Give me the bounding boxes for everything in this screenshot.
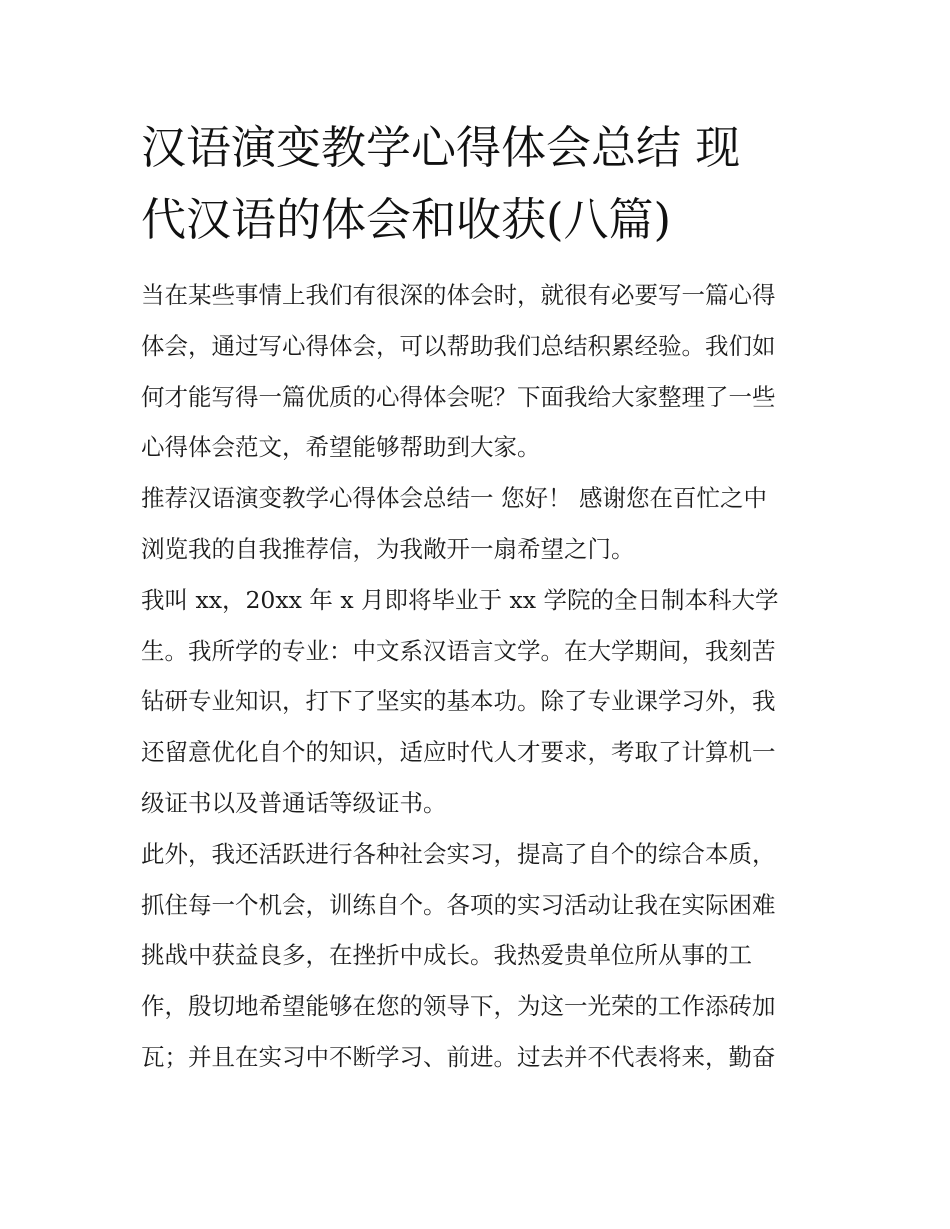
body-line: 作，殷切地希望能够在您的领导下，为这一光荣的工作添砖加 xyxy=(141,992,776,1021)
title-line: 汉语演变教学心得体会总结 现 xyxy=(141,121,741,174)
body-line: 瓦；并且在实习中不断学习、前进。过去并不代表将来，勤奋 xyxy=(141,1042,776,1071)
document-body xyxy=(141,270,813,1083)
body-line: 我叫 xx，20xx 年 x 月即将毕业于 xx 学院的全日制本科大学 xyxy=(141,585,779,614)
body-line: 级证书以及普通话等级证书。 xyxy=(141,788,447,817)
body-line: 何才能写得一篇优质的心得体会呢？下面我给大家整理了一些 xyxy=(141,382,776,411)
body-line: 挑战中获益良多，在挫折中成长。我热爱贵单位所从事的工 xyxy=(141,941,752,970)
body-line: 生。我所学的专业：中文系汉语言文学。在大学期间，我刻苦 xyxy=(141,636,776,665)
body-line: 此外，我还活跃进行各种社会实习，提高了自个的综合本质， xyxy=(141,839,776,868)
title-line: 代汉语的体会和收获(八篇) xyxy=(141,193,672,246)
body-line: 抓住每一个机会，训练自个。各项的实习活动让我在实际困难 xyxy=(141,890,776,919)
body-line: 体会，通过写心得体会，可以帮助我们总结积累经验。我们如 xyxy=(141,331,776,360)
body-line: 浏览我的自我推荐信，为我敞开一扇希望之门。 xyxy=(141,534,635,563)
document-content xyxy=(141,112,813,1083)
body-line: 钻研专业知识，打下了坚实的基本功。除了专业课学习外，我 xyxy=(141,687,776,716)
document-title xyxy=(141,112,813,256)
body-line: 心得体会范文，希望能够帮助到大家。 xyxy=(141,433,541,462)
body-line: 推荐汉语演变教学心得体会总结一 您好！ 感谢您在百忙之中 xyxy=(141,484,767,513)
body-line: 还留意优化自个的知识，适应时代人才要求，考取了计算机一 xyxy=(141,738,776,767)
body-line: 当在某些事情上我们有很深的体会时，就很有必要写一篇心得 xyxy=(141,281,776,309)
